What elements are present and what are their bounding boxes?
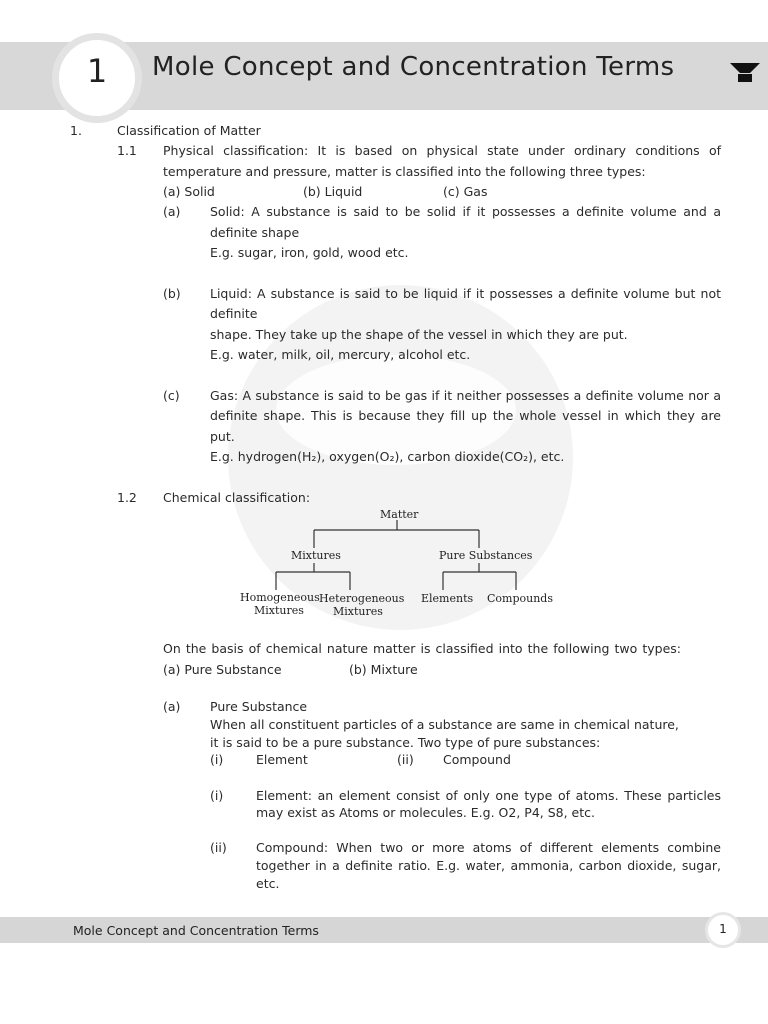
list-marker: (i)	[210, 788, 224, 803]
paragraph-line: Solid: A substance is said to be solid if it possesses a definite volume and a	[210, 204, 721, 219]
list-marker: (a)	[163, 699, 181, 714]
option-pure-substance: (a) Pure Substance	[163, 662, 282, 677]
tree-node-heterogeneous: Heterogeneous	[319, 592, 405, 605]
tree-node-homogeneous-mixtures: Mixtures	[254, 604, 304, 617]
type-element: Element	[256, 752, 308, 767]
subsection-title: Chemical classification:	[163, 490, 311, 505]
option-mixture: (b) Mixture	[349, 662, 418, 677]
list-marker: (ii)	[210, 840, 227, 855]
paragraph-line: definite shape. This is because they fill up the whole vessel in which they are	[210, 408, 721, 423]
paragraph-line: Gas: A substance is said to be gas if it neither possesses a definite volume nor a	[210, 388, 721, 403]
tree-node-homogeneous: Homogeneous	[240, 591, 320, 604]
paragraph-line: Liquid: A substance is said to be liquid if it possesses a definite volume but not	[210, 286, 721, 301]
tree-node-matter: Matter	[380, 508, 419, 521]
paragraph-line: Physical classification: It is based on physical state under ordinary conditions of	[163, 143, 721, 158]
paragraph-line: definite shape	[210, 225, 300, 240]
paragraph-line: Element: an element consist of only one type of atoms. These particles	[256, 788, 721, 803]
list-marker: (ii)	[397, 752, 414, 767]
footer-title: Mole Concept and Concentration Terms	[73, 923, 319, 938]
paragraph-line: definite	[210, 306, 258, 321]
type-compound: Compound	[443, 752, 511, 767]
list-marker: (i)	[210, 752, 224, 767]
paragraph-line: put.	[210, 429, 235, 444]
pure-substance-title: Pure Substance	[210, 699, 308, 714]
list-marker: (c)	[163, 388, 180, 403]
section-title: Classification of Matter	[117, 123, 261, 138]
paragraph-line: may exist as Atoms or molecules. E.g. O2, P4, S8, etc.	[256, 805, 595, 820]
example-line: E.g. hydrogen(H₂), oxygen(O₂), carbon dioxide(CO₂), etc.	[210, 449, 565, 464]
tree-node-heterogeneous-mixtures: Mixtures	[333, 605, 383, 618]
tree-node-elements: Elements	[421, 592, 474, 605]
paragraph-line: Compound: When two or more atoms of different elements combine	[256, 840, 721, 855]
paragraph-line: shape. They take up the shape of the vessel in which they are put.	[210, 327, 628, 342]
page-number: 1	[719, 922, 727, 936]
paragraph-line: When all constituent particles of a substance are same in chemical nature,	[210, 717, 679, 732]
option-solid: (a) Solid	[163, 184, 215, 199]
list-marker: (a)	[163, 204, 181, 219]
subsection-number: 1.1	[117, 143, 137, 158]
tree-node-compounds: Compounds	[487, 592, 553, 605]
option-liquid: (b) Liquid	[303, 184, 363, 199]
list-marker: (b)	[163, 286, 181, 301]
paragraph-line: On the basis of chemical nature matter is classified into the following two types:	[163, 641, 681, 656]
option-gas: (c) Gas	[443, 184, 488, 199]
chapter-title: Mole Concept and Concentration Terms	[152, 52, 675, 82]
paragraph-line: etc.	[256, 876, 280, 891]
paragraph-line: temperature and pressure, matter is classified into the following three types:	[163, 164, 646, 179]
tree-node-mixtures: Mixtures	[291, 549, 341, 562]
paragraph-line: together in a definite ratio. E.g. water, ammonia, carbon dioxide, sugar,	[256, 858, 721, 873]
example-line: E.g. sugar, iron, gold, wood etc.	[210, 245, 409, 260]
example-line: E.g. water, milk, oil, mercury, alcohol etc.	[210, 347, 471, 362]
subsection-number: 1.2	[117, 490, 137, 505]
chapter-number: 1	[86, 52, 108, 90]
section-number: 1.	[70, 123, 82, 138]
tree-node-pure-substances: Pure Substances	[439, 549, 533, 562]
paragraph-line: it is said to be a pure substance. Two type of pure substances:	[210, 735, 601, 750]
